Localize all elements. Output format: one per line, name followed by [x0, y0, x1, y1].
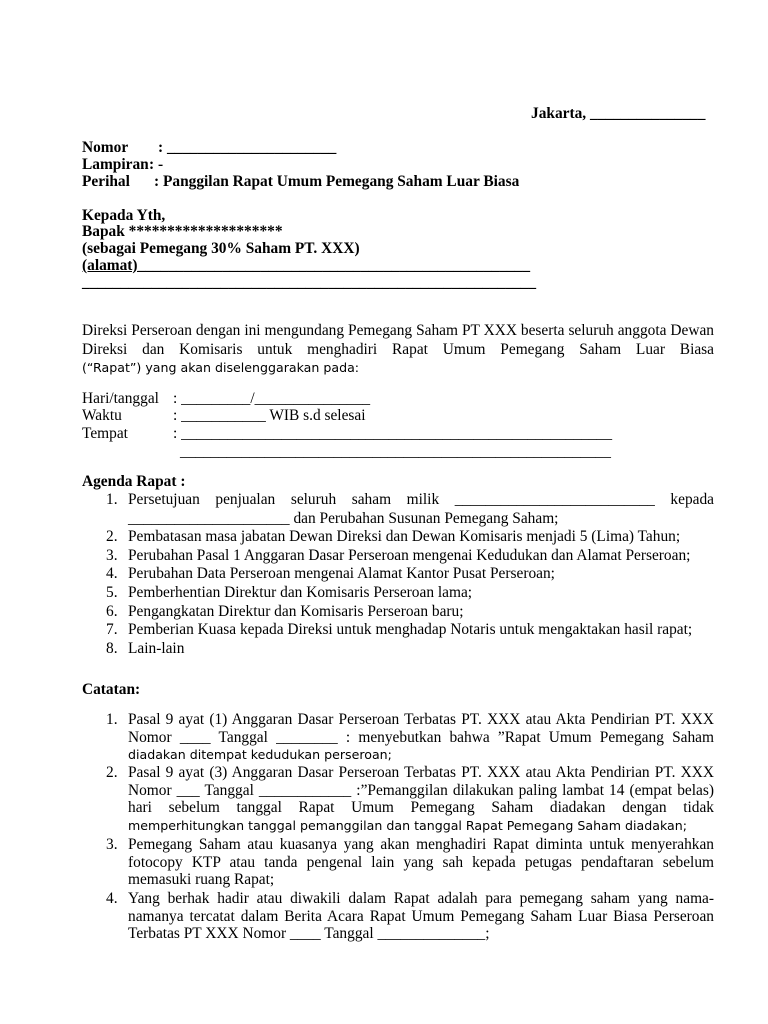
- note-item-text: Pasal 9 ayat (1) Anggaran Dasar Perseroan Terbatas PT. XXX atau Akta Pendirian PT. XXX Nomor ____ Tanggal ________ : menyebutkan bahwa ”Rapat Umum Pemegang Saham: [128, 711, 714, 746]
- nomor-label: Nomor: [82, 139, 129, 156]
- perihal-value: : Panggilan Rapat Umum Pemegang Saham Luar Biasa: [154, 173, 520, 190]
- waktu-value: : ___________ WIB s.d selesai: [173, 407, 366, 424]
- address-label: (alamat): [82, 257, 138, 274]
- note-item-last-line: Terbatas PT XXX Nomor ____ Tanggal ______________;: [128, 925, 490, 943]
- note-item-last-line: diadakan ditempat kedudukan perseroan;: [128, 747, 392, 763]
- recipient-name: Bapak ********************: [82, 223, 283, 240]
- note-item-number: 1.: [106, 711, 118, 728]
- waktu-label: Waktu: [82, 407, 122, 424]
- intro-text: Direksi Perseroan dengan ini mengundang Pemegang Saham PT XXX beserta seluruh anggota Dewan Direksi dan Komisaris untuk menghadiri Rapat Umum Pemegang Saham Luar Biasa: [82, 322, 714, 358]
- agenda-item-3: [106, 546, 714, 565]
- agenda-item-text: Pemberhentian Direktur dan Komisaris Perseroan lama;: [128, 584, 473, 602]
- agenda-item-4: [106, 564, 714, 583]
- agenda-title: Agenda Rapat :: [82, 473, 186, 490]
- tempat-value: : ________________________________________________________: [173, 425, 613, 442]
- agenda-item-number: 7.: [106, 621, 118, 639]
- note-item-last-line: memasuki ruang Rapat;: [128, 871, 275, 889]
- note-item-3: [106, 836, 714, 890]
- note-item-2: [106, 764, 714, 836]
- tempat-line2: ________________________________________________________: [180, 443, 611, 460]
- agenda-item-text: Perubahan Data Perseroan mengenai Alamat Kantor Pusat Perseroan;: [128, 565, 555, 583]
- perihal-label: Perihal: [82, 173, 130, 190]
- agenda-item-text: Lain-lain: [128, 640, 185, 658]
- hari-value: : _________/_______________: [173, 390, 371, 407]
- agenda-item-number: 3.: [106, 546, 118, 564]
- note-item-last-line: memperhitungkan tanggal pemanggilan dan tanggal Rapat Pemegang Saham diadakan;: [128, 817, 687, 833]
- agenda-item-8: [106, 639, 714, 658]
- notes-title: Catatan:: [82, 681, 141, 698]
- note-item-1: [106, 711, 714, 764]
- tempat-row: [82, 424, 612, 443]
- agenda-item-number: 6.: [106, 602, 118, 620]
- recipient-greeting: Kepada Yth,: [82, 207, 166, 224]
- address-line1: ___________________________________________________: [137, 257, 531, 274]
- waktu-row: [82, 406, 366, 425]
- agenda-item-6: [106, 602, 714, 621]
- note-item-4: [106, 890, 714, 944]
- agenda-item-number: 4.: [106, 565, 118, 583]
- hari-label: Hari/tanggal: [82, 390, 159, 407]
- agenda-item-text: Perubahan Pasal 1 Anggaran Dasar Perseroan mengenai Kedudukan dan Alamat Perseroan;: [128, 546, 691, 564]
- agenda-item-number: 5.: [106, 584, 118, 602]
- agenda-item-text: Pemberian Kuasa kepada Direksi untuk menghadap Notaris untuk mengaktakan hasil rapat;: [128, 621, 693, 639]
- agenda-item-7: [106, 620, 714, 639]
- agenda-item-number: 2.: [106, 528, 118, 545]
- agenda-item-number: 1.: [106, 491, 118, 508]
- agenda-item-text: Pembatasan masa jabatan Dewan Direksi dan Dewan Komisaris menjadi 5 (Lima) Tahun;: [128, 528, 681, 545]
- lampiran-label: Lampiran: [82, 156, 149, 173]
- lampiran-value: : -: [149, 156, 164, 173]
- note-item-number: 3.: [106, 836, 118, 853]
- notes-list: [106, 711, 714, 944]
- place-date: Jakarta, _______________: [531, 105, 706, 122]
- note-item-number: 4.: [106, 890, 118, 907]
- intro-paragraph: [82, 322, 714, 378]
- tempat-label: Tempat: [82, 425, 128, 442]
- address-line2: ___________________________________________________________: [82, 274, 537, 291]
- note-item-text: Yang berhak hadir atau diwakili dalam Rapat adalah para pemegang saham yang nama-namanya tercatat dalam Berita Acara Rapat Umum Pemegang Saham Luar Biasa Perseroan: [128, 890, 714, 925]
- note-item-text: Pasal 9 ayat (3) Anggaran Dasar Perseroan Terbatas PT. XXX atau Akta Pendirian PT. XXX Nomor ___ Tanggal ____________ :”Pemanggilan dilakukan paling lambat 14 (empat belas) hari sebelum tanggal Rapat Umum Pemegang Saham diadakan dengan tidak: [128, 764, 714, 817]
- agenda-item-2: [106, 527, 714, 546]
- agenda-item-1: [106, 490, 714, 527]
- agenda-item-number: 8.: [106, 640, 118, 658]
- agenda-item-text: Pengangkatan Direktur dan Komisaris Perseroan baru;: [128, 602, 464, 620]
- nomor-value: : ______________________: [158, 139, 337, 156]
- agenda-item-line: Persetujuan penjualan seluruh saham milik __________________________ kepada: [128, 491, 714, 508]
- agenda-list: [106, 490, 714, 658]
- note-item-number: 2.: [106, 764, 118, 781]
- note-item-text: Pemegang Saham atau kuasanya yang akan menghadiri Rapat diminta untuk menyerahkan fotocopy KTP atau tanda pengenal lain yang sah kepada petugas pendaftaran sebelum: [128, 836, 714, 871]
- perihal-row: [82, 172, 519, 191]
- recipient-role: (sebagai Pemegang 30% Saham PT. XXX): [82, 240, 360, 257]
- agenda-item-line: _____________________ dan Perubahan Susunan Pemegang Saham;: [128, 510, 559, 527]
- intro-last-line: (“Rapat”) yang akan diselenggarakan pada:: [82, 360, 360, 375]
- agenda-item-5: [106, 583, 714, 602]
